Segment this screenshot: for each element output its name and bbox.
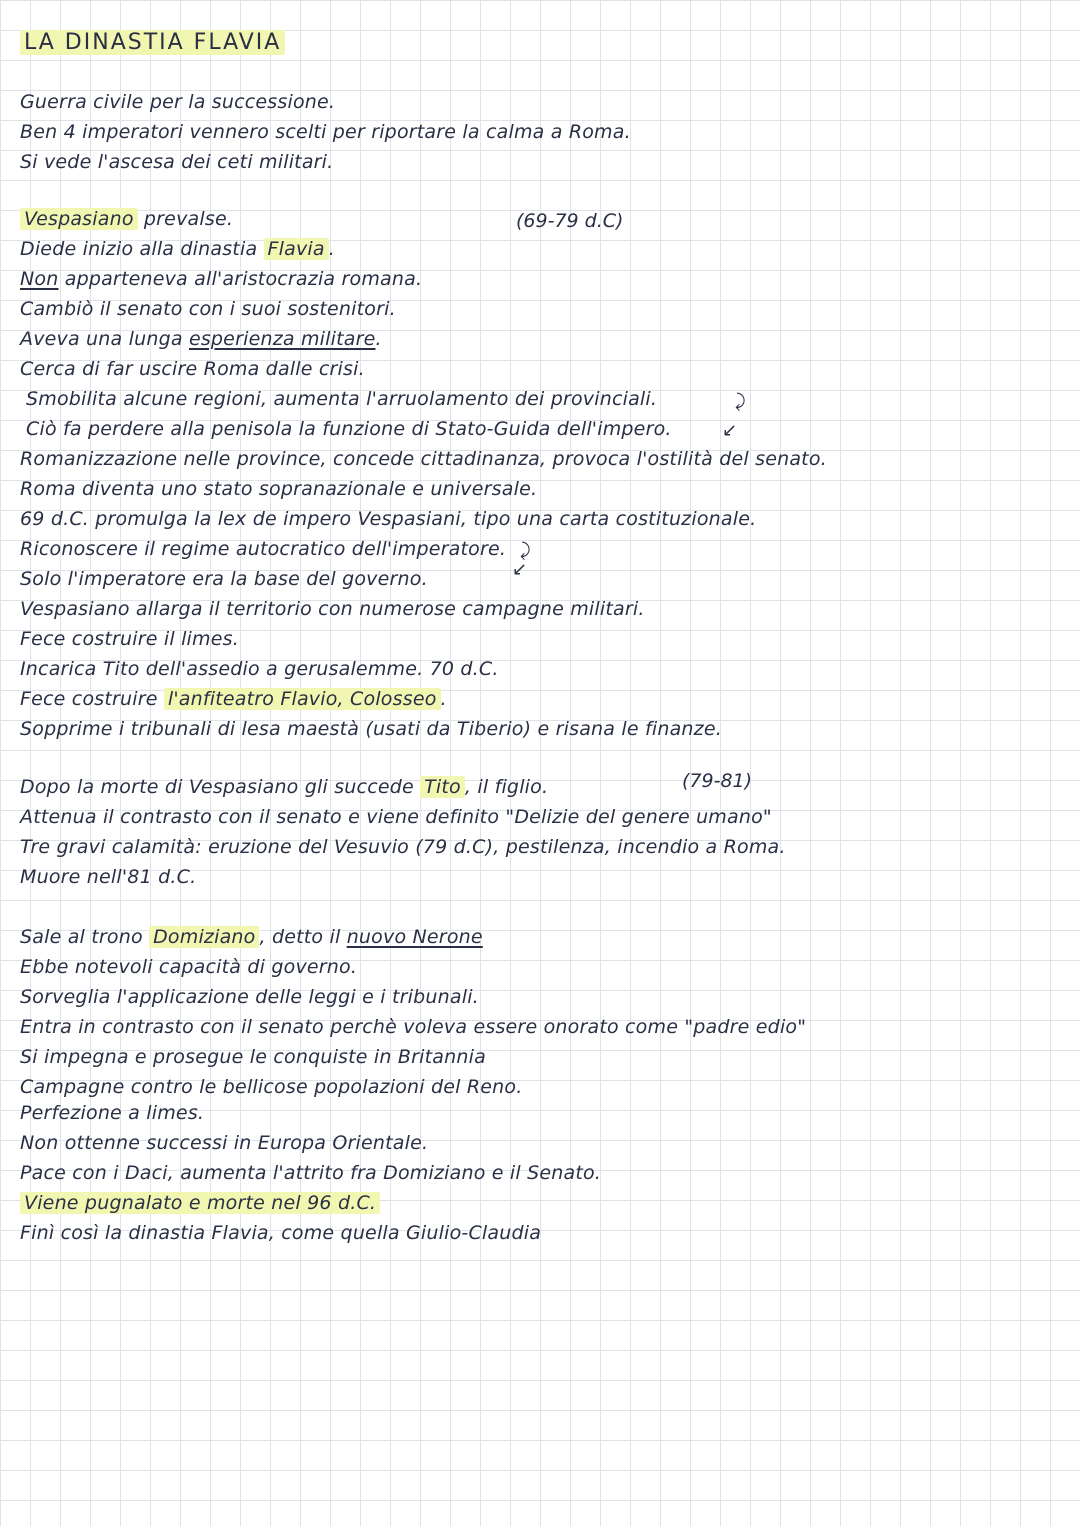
esperienza-underlined: esperienza militare xyxy=(188,328,376,350)
domiziano-highlight: Domiziano xyxy=(149,926,259,948)
vespasiano-line-2-end: . xyxy=(328,238,335,260)
arrow-left-icon: ↙ xyxy=(722,420,738,441)
vespasiano-line-18: Sopprime i tribunali di lesa maestà (usati da Tiberio) e risana le finanze. xyxy=(20,718,722,740)
vespasiano-line-2-text: Diede inizio alla dinastia xyxy=(20,238,264,260)
vespasiano-line-5-end: . xyxy=(375,328,382,350)
tito-line-1 xyxy=(20,774,548,800)
arrow-left-icon-2: ↙ xyxy=(512,559,528,580)
vespasiano-line-17-end: . xyxy=(440,688,447,710)
curved-arrow-icon: ⤸ xyxy=(735,391,746,412)
tito-line-4: Muore nell'81 d.C. xyxy=(20,866,197,888)
vespasiano-line-5 xyxy=(20,326,382,352)
vespasiano-line-2 xyxy=(20,236,335,262)
vespasiano-date: (69-79 d.C) xyxy=(516,210,624,232)
vespasiano-line-12: Riconoscere il regime autocratico dell'imperatore. xyxy=(20,538,507,560)
vespasiano-line-9: Romanizzazione nelle province, concede cittadinanza, provoca l'ostilità del senato. xyxy=(20,448,827,470)
vespasiano-line-6: Cerca di far uscire Roma dalle crisi. xyxy=(20,358,365,380)
intro-line-3: Si vede l'ascesa dei ceti militari. xyxy=(20,151,334,173)
curved-arrow-icon-2: ⤸ xyxy=(520,540,531,561)
tito-highlight: Tito xyxy=(420,776,465,798)
domiziano-line-6: Campagne contro le bellicose popolazioni del Reno. xyxy=(20,1076,523,1098)
tito-line-2: Attenua il contrasto con il senato e viene definito "Delizie del genere umano" xyxy=(20,806,772,828)
vespasiano-line-5-text: Aveva una lunga xyxy=(20,328,189,350)
vespasiano-line-17-text: Fece costruire xyxy=(20,688,164,710)
domiziano-line-4: Entra in contrasto con il senato perchè voleva essere onorato come "padre edio" xyxy=(20,1016,807,1038)
domiziano-line-2: Ebbe notevoli capacità di governo. xyxy=(20,956,358,978)
title-highlight: LA DINASTIA FLAVIA xyxy=(20,30,285,55)
intro-line-1: Guerra civile per la successione. xyxy=(20,91,336,113)
vespasiano-line-15: Fece costruire il limes. xyxy=(20,628,239,650)
vespasiano-line-1-text: prevalse. xyxy=(137,208,234,230)
vespasiano-line-17 xyxy=(20,686,447,712)
vespasiano-highlight: Vespasiano xyxy=(20,208,138,230)
nuovo-nerone-underlined: nuovo Nerone xyxy=(346,926,483,948)
non-underlined: Non xyxy=(20,268,59,290)
domiziano-line-1-mid: , detto il xyxy=(259,926,347,948)
vespasiano-line-3 xyxy=(20,266,422,292)
domiziano-line-7: Perfezione a limes. xyxy=(20,1102,205,1124)
flavia-highlight: Flavia xyxy=(264,238,329,260)
domiziano-line-1 xyxy=(20,924,483,950)
vespasiano-line-4: Cambiò il senato con i suoi sostenitori. xyxy=(20,298,396,320)
domiziano-line-3: Sorveglia l'applicazione delle leggi e i tribunali. xyxy=(20,986,479,1008)
vespasiano-line-7: Smobilita alcune regioni, aumenta l'arruolamento dei provinciali. xyxy=(26,388,658,410)
intro-line-2: Ben 4 imperatori vennero scelti per riportare la calma a Roma. xyxy=(20,121,631,143)
domiziano-line-10-highlight: Viene pugnalato e morte nel 96 d.C. xyxy=(20,1192,380,1214)
vespasiano-line-14: Vespasiano allarga il territorio con numerose campagne militari. xyxy=(20,598,645,620)
vespasiano-line-11: 69 d.C. promulga la lex de impero Vespasiani, tipo una carta costituzionale. xyxy=(20,508,757,530)
vespasiano-line-10: Roma diventa uno stato sopranazionale e universale. xyxy=(20,478,538,500)
domiziano-line-5: Si impegna e prosegue le conquiste in Britannia xyxy=(20,1046,486,1068)
page-title xyxy=(20,30,285,56)
domiziano-line-10 xyxy=(20,1190,380,1216)
domiziano-line-9: Pace con i Daci, aumenta l'attrito fra Domiziano e il Senato. xyxy=(20,1162,602,1184)
tito-line-1-text: Dopo la morte di Vespasiano gli succede xyxy=(20,776,421,798)
vespasiano-line-1 xyxy=(20,206,233,232)
tito-line-1-end: , il figlio. xyxy=(464,776,549,798)
vespasiano-line-16: Incarica Tito dell'assedio a gerusalemme. 70 d.C. xyxy=(20,658,499,680)
tito-date: (79-81) xyxy=(682,770,753,792)
vespasiano-line-3-text: apparteneva all'aristocrazia romana. xyxy=(58,268,423,290)
vespasiano-line-8: Ciò fa perdere alla penisola la funzione di Stato-Guida dell'impero. xyxy=(26,418,672,440)
domiziano-line-8: Non ottenne successi in Europa Orientale. xyxy=(20,1132,429,1154)
tito-line-3: Tre gravi calamità: eruzione del Vesuvio (79 d.C), pestilenza, incendio a Roma. xyxy=(20,836,786,858)
domiziano-line-11: Finì così la dinastia Flavia, come quella Giulio-Claudia xyxy=(20,1222,542,1244)
vespasiano-line-13: Solo l'imperatore era la base del governo. xyxy=(20,568,428,590)
domiziano-line-1-text: Sale al trono xyxy=(20,926,150,948)
colosseo-highlight: l'anfiteatro Flavio, Colosseo xyxy=(164,688,441,710)
